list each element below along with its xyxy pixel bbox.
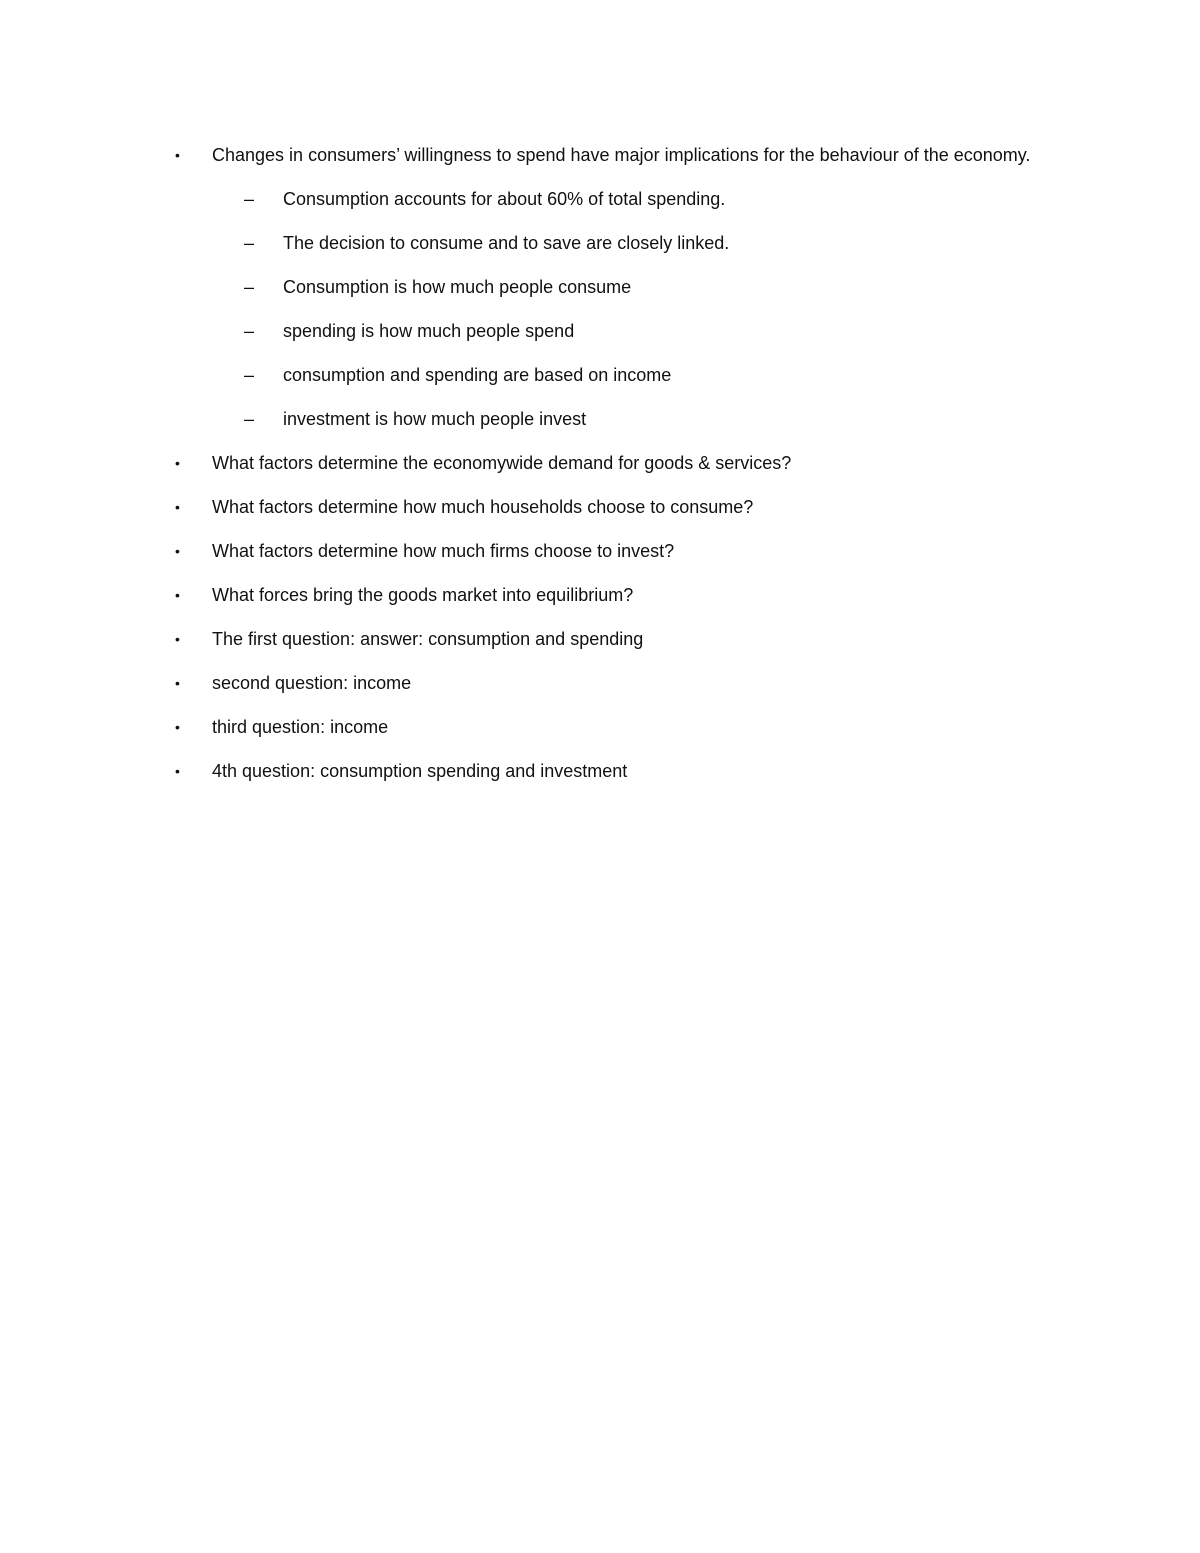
dash-marker: – <box>244 233 255 253</box>
bullet-marker: • <box>175 587 180 603</box>
list-item-text: Changes in consumers’ willingness to spend have major implications for the behaviour of the economy. <box>212 145 1031 165</box>
sub-list-item-text: Consumption accounts for about 60% of total spending. <box>283 189 726 209</box>
list-item <box>175 537 1055 565</box>
dash-marker: – <box>244 365 255 385</box>
list-item-text: What forces bring the goods market into equilibrium? <box>212 585 634 605</box>
bullet-marker: • <box>175 675 180 691</box>
bullet-marker: • <box>175 499 180 515</box>
bullet-marker: • <box>175 147 180 163</box>
list-item <box>175 713 1055 741</box>
list-item <box>175 581 1055 609</box>
bullet-marker: • <box>175 719 180 735</box>
list-item-text: The first question: answer: consumption and spending <box>212 629 644 649</box>
sub-list-item-text: spending is how much people spend <box>283 321 575 341</box>
list-item <box>175 757 1055 785</box>
list-item-text: 4th question: consumption spending and investment <box>212 761 628 781</box>
bullet-marker: • <box>175 763 180 779</box>
dash-marker: – <box>244 409 255 429</box>
sub-list-item <box>175 361 1055 389</box>
sub-list-item-text: consumption and spending are based on income <box>283 365 672 385</box>
bullet-marker: • <box>175 543 180 559</box>
list-item <box>175 669 1055 697</box>
list-item-text: second question: income <box>212 673 412 693</box>
sub-list-item-text: investment is how much people invest <box>283 409 587 429</box>
list-item-text: What factors determine how much households choose to consume? <box>212 497 754 517</box>
dash-marker: – <box>244 277 255 297</box>
sub-list-item <box>175 273 1055 301</box>
bullet-marker: • <box>175 455 180 471</box>
list-item <box>175 625 1055 653</box>
list-item-text: third question: income <box>212 717 389 737</box>
list-item <box>175 141 1055 169</box>
sub-list-item <box>175 185 1055 213</box>
list-item-text: What factors determine the economywide demand for goods & services? <box>212 453 792 473</box>
bullet-marker: • <box>175 631 180 647</box>
dash-marker: – <box>244 321 255 341</box>
sub-list-item <box>175 229 1055 257</box>
list-item-text: What factors determine how much firms choose to invest? <box>212 541 675 561</box>
dash-marker: – <box>244 189 255 209</box>
list-item <box>175 493 1055 521</box>
sub-list-item <box>175 405 1055 433</box>
sub-list-item-text: Consumption is how much people consume <box>283 277 632 297</box>
bullet-list <box>175 141 1055 785</box>
sub-list-item-text: The decision to consume and to save are closely linked. <box>283 233 730 253</box>
sub-list-item <box>175 317 1055 345</box>
list-item <box>175 449 1055 477</box>
